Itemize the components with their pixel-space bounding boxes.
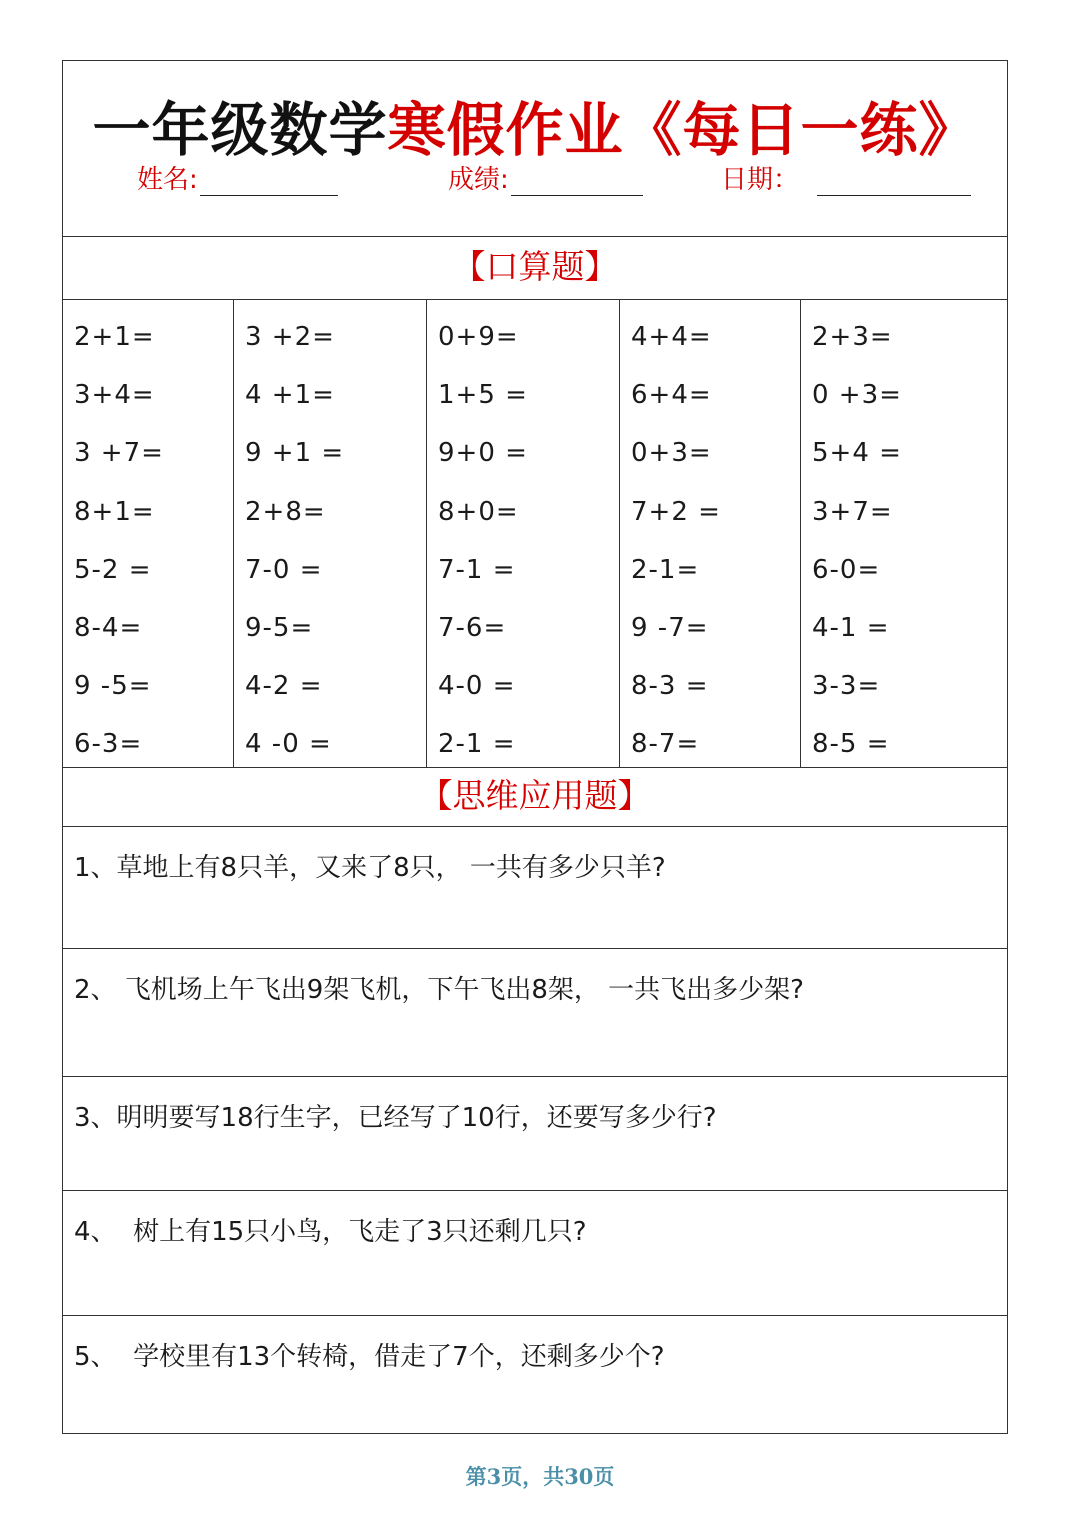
word-problem-text: 3、明明要写18行生字，已经写了10行，还要写多少行? [74,1103,717,1133]
oral-question: 4 +1= [245,380,335,411]
oral-section-heading: 【口算题】 [63,237,1007,300]
date-label: 日期： [721,165,800,195]
oral-question: 4 -0 = [245,729,332,760]
oral-question: 7+2 = [631,496,721,527]
oral-question: 2-1= [631,554,700,585]
oral-question: 2+3= [812,322,893,352]
oral-column [620,300,801,767]
info-fields [63,159,1007,199]
oral-question: 5+4 = [812,438,902,469]
oral-question: 3 +7= [74,438,164,469]
oral-question: 4-1 = [812,613,890,643]
name-field[interactable] [137,159,338,196]
oral-question: 0+3= [631,438,712,469]
oral-question: 4+4= [631,322,712,352]
oral-question: 0+9= [438,322,519,352]
oral-question: 2+1= [74,322,155,352]
word-problem-row [63,1316,1007,1433]
oral-question: 8-3 = [631,671,709,702]
oral-question: 8+1= [74,496,155,527]
date-blank-line[interactable] [817,165,971,196]
oral-question: 2-1 = [438,729,516,760]
word-problem-text: 4、 树上有15只小鸟，飞走了3只还剩几只? [74,1217,587,1247]
name-blank-line[interactable] [200,165,338,196]
oral-question: 8-4= [74,613,143,643]
oral-question: 3+7= [812,496,893,527]
oral-question: 8-5 = [812,729,890,760]
word-problem-row [63,827,1007,949]
oral-question: 3-3= [812,671,881,702]
oral-arithmetic-grid [63,300,1007,768]
word-problem-row [63,1191,1007,1316]
word-problem-row [63,949,1007,1077]
oral-question: 8+0= [438,496,519,527]
word-problem-row [63,1077,1007,1191]
thinking-section-heading: 【思维应用题】 [63,768,1007,827]
worksheet-header [63,61,1007,237]
oral-question: 0 +3= [812,380,902,411]
oral-question: 2+8= [245,496,326,527]
oral-question: 1+5 = [438,380,528,411]
oral-question: 9+0 = [438,438,528,469]
oral-question: 3+4= [74,380,155,411]
oral-question: 4-2 = [245,671,323,702]
oral-question: 6-3= [74,729,143,760]
oral-column [234,300,427,767]
oral-column [801,300,1007,767]
oral-question: 9 -7= [631,613,709,643]
oral-question: 4-0 = [438,671,516,702]
oral-question: 6+4= [631,380,712,411]
word-problem-text: 1、草地上有8只羊，又来了8只， 一共有多少只羊? [74,853,666,883]
score-label: 成绩: [448,165,509,195]
word-problem-text: 2、 飞机场上午飞出9架飞机，下午飞出8架， 一共飞出多少架? [74,975,804,1005]
oral-question: 7-0 = [245,554,323,585]
title-grade-subject: 一年级数学 [92,96,388,164]
page-number: 第3页，共30页 [465,1464,615,1489]
score-field[interactable] [448,159,643,196]
date-field[interactable] [721,159,971,196]
oral-question: 8-7= [631,729,700,760]
title-homework-name: 寒假作业《每日一练》 [387,96,978,164]
worksheet [62,60,1008,1434]
oral-column [427,300,620,767]
oral-column [63,300,234,767]
oral-question: 7-1 = [438,554,516,585]
oral-question: 9 +1 = [245,438,345,469]
oral-question: 7-6= [438,613,507,643]
oral-question: 3 +2= [245,322,335,352]
oral-question: 6-0= [812,554,881,585]
oral-question: 5-2 = [74,554,152,585]
word-problem-text: 5、 学校里有13个转椅，借走了7个，还剩多少个? [74,1342,665,1372]
page-title [63,83,1007,167]
oral-question: 9 -5= [74,671,152,702]
score-blank-line[interactable] [511,165,643,196]
name-label: 姓名: [137,165,198,195]
oral-question: 9-5= [245,613,314,643]
